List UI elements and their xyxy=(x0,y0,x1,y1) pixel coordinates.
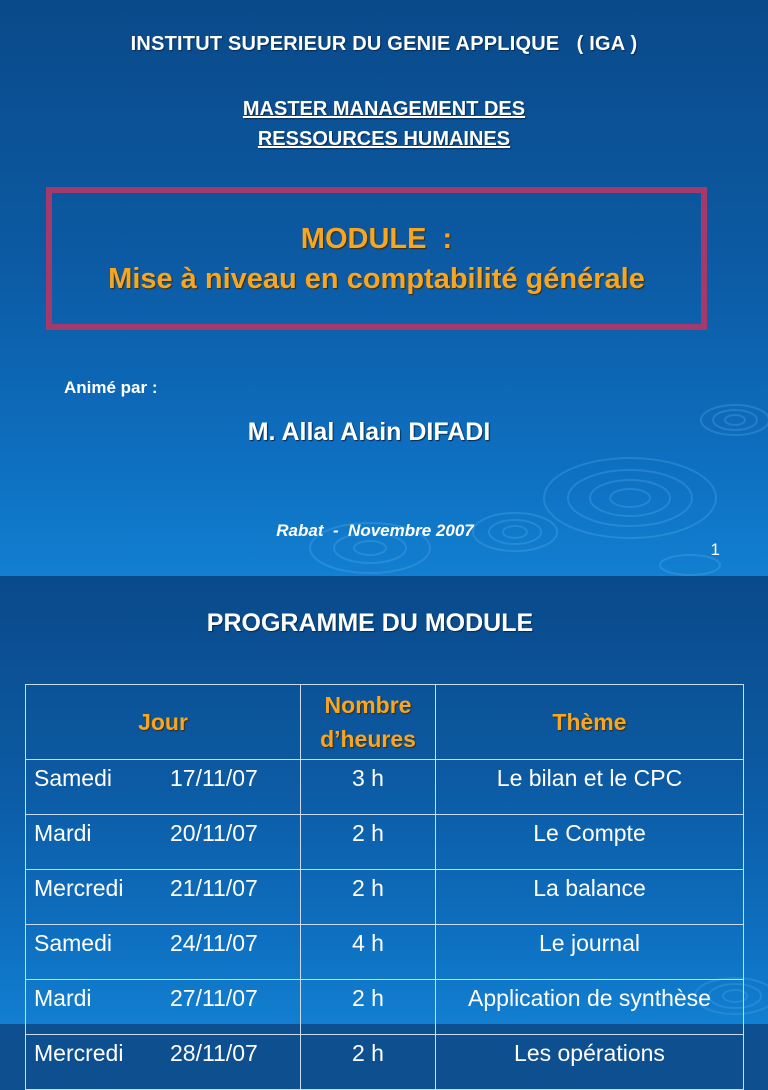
table-row xyxy=(26,1035,744,1090)
table-row xyxy=(26,980,744,1035)
day-name: Samedi xyxy=(34,765,112,791)
day-date: 27/11/07 xyxy=(170,985,258,1011)
program-title: PROGRAMME DU MODULE xyxy=(206,609,534,637)
program-name-line1: MASTER MANAGEMENT DES xyxy=(242,98,526,120)
institution-name: INSTITUT SUPERIEUR DU GENIE APPLIQUE ( IGA ) xyxy=(130,33,638,55)
hours-cell: 3 h xyxy=(301,760,436,815)
day-date: 17/11/07 xyxy=(170,765,258,791)
hours-cell: 2 h xyxy=(301,870,436,925)
table-header-row xyxy=(26,685,744,760)
day-cell xyxy=(26,870,301,925)
day-name: Mercredi xyxy=(34,875,124,901)
header-theme: Thème xyxy=(436,685,744,760)
theme-cell: Le bilan et le CPC xyxy=(436,760,744,815)
day-cell xyxy=(26,815,301,870)
presenter-name: M. Allal Alain DIFADI xyxy=(247,418,491,446)
day-date: 20/11/07 xyxy=(170,820,258,846)
day-date: 24/11/07 xyxy=(170,930,258,956)
module-title: Mise à niveau en comptabilité générale xyxy=(108,262,645,295)
day-cell xyxy=(26,980,301,1035)
table-row xyxy=(26,815,744,870)
day-cell xyxy=(26,1035,301,1090)
page-number: 1 xyxy=(710,540,720,559)
day-date: 21/11/07 xyxy=(170,875,258,901)
table-row xyxy=(26,925,744,980)
day-name: Samedi xyxy=(34,930,112,956)
program-slide xyxy=(0,576,768,1066)
day-name: Mardi xyxy=(34,985,92,1011)
theme-cell: Application de synthèse xyxy=(436,980,744,1035)
day-date: 28/11/07 xyxy=(170,1040,258,1066)
module-label: MODULE : xyxy=(300,222,453,255)
hours-cell: 2 h xyxy=(301,980,436,1035)
theme-cell: La balance xyxy=(436,870,744,925)
theme-cell: Les opérations xyxy=(436,1035,744,1090)
day-cell xyxy=(26,760,301,815)
place-date: Rabat - Novembre 2007 xyxy=(276,521,474,540)
program-name-line2: RESSOURCES HUMAINES xyxy=(257,128,511,150)
day-cell xyxy=(26,925,301,980)
theme-cell: Le Compte xyxy=(436,815,744,870)
hours-cell: 2 h xyxy=(301,815,436,870)
header-hours: Nombre d’heures xyxy=(301,685,436,760)
table-row xyxy=(26,870,744,925)
program-table xyxy=(25,684,744,1090)
theme-cell: Le journal xyxy=(436,925,744,980)
animated-by-label: Animé par : xyxy=(64,378,158,397)
hours-cell: 2 h xyxy=(301,1035,436,1090)
module-title-box xyxy=(46,187,707,330)
day-name: Mardi xyxy=(34,820,92,846)
header-day: Jour xyxy=(26,685,301,760)
hours-cell: 4 h xyxy=(301,925,436,980)
day-name: Mercredi xyxy=(34,1040,124,1066)
table-row xyxy=(26,760,744,815)
program-name xyxy=(0,94,768,154)
